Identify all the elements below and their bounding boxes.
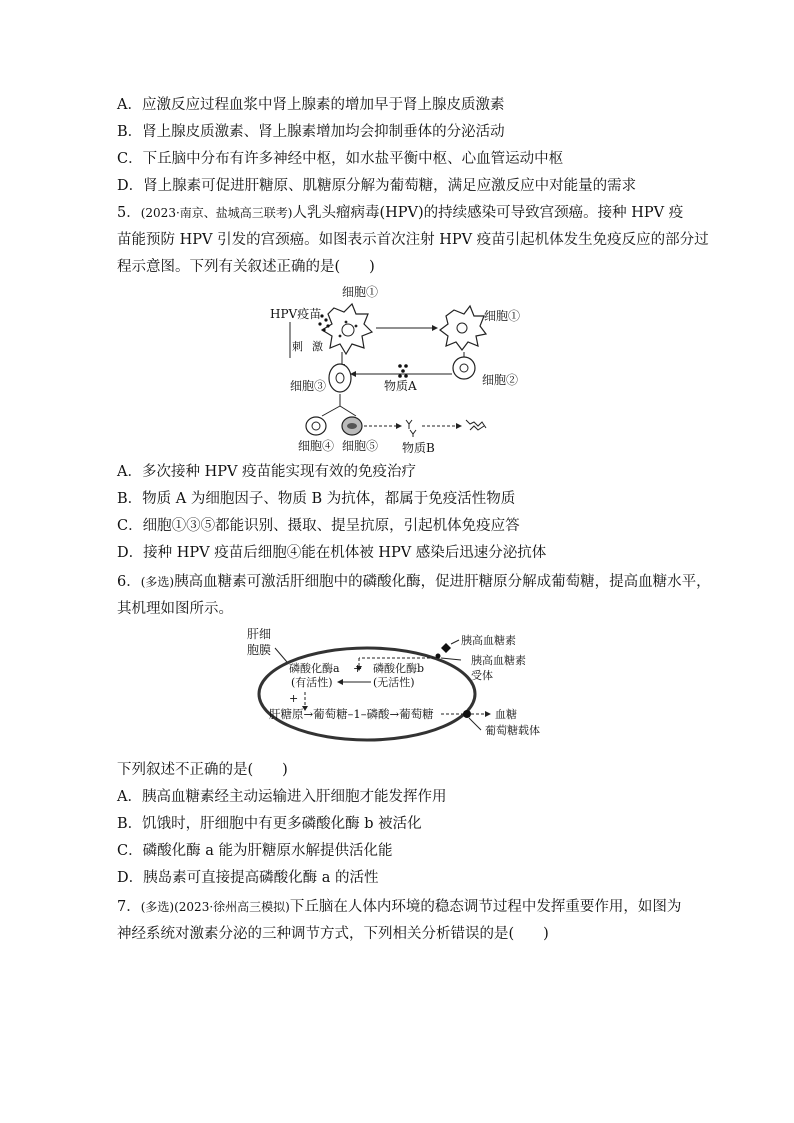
q5-substance-a-dots	[398, 364, 408, 378]
q4-option-d: D．肾上腺素可促进肝糖原、肌糖原分解为葡萄糖，满足应激反应中对能量的需求	[117, 178, 637, 194]
q5-number: 5．	[117, 205, 141, 221]
q7-stem-text-1: 下丘脑在人体内环境的稳态调节过程中发挥重要作用，如图为	[289, 899, 682, 915]
q5-dendritic-cell-left	[322, 304, 372, 354]
q7-tag: (多选)	[140, 900, 175, 914]
q5-label-hpv-vaccine: HPV疫苗	[270, 307, 322, 321]
q5-antigen-antibody-complex	[466, 420, 486, 430]
q5-antibody-icons	[406, 420, 416, 437]
q5-dendritic-cell-right	[440, 306, 486, 350]
q6-carrier-icon	[463, 710, 471, 718]
q6-glucagon-icon	[441, 643, 451, 653]
q6-label-plus-top: +	[353, 662, 363, 675]
q5-label-cell2: 细胞②	[482, 373, 519, 387]
q6-label-receptor-2: 受体	[471, 669, 493, 682]
q6-label-membrane-1: 肝细	[247, 627, 272, 641]
q5-label-cell1-right: 细胞①	[484, 309, 521, 323]
q5-label-cell5: 细胞⑤	[342, 439, 379, 453]
q5-label-cell3: 细胞③	[290, 379, 327, 393]
q5-option-a: A．多次接种 HPV 疫苗能实现有效的免疫治疗	[117, 464, 417, 480]
q5-label-stimulate-2: 激	[312, 340, 323, 353]
q6-question-line: 下列叙述不正确的是( )	[117, 762, 288, 778]
q4-option-c: C．下丘脑中分布有许多神经中枢，如水盐平衡中枢、心血管运动中枢	[117, 151, 564, 167]
q7-stem-line-2: 神经系统对激素分泌的三种调节方式，下列相关分析错误的是( )	[117, 926, 549, 942]
q6-label-pathway: 肝糖原→葡萄糖–1–磷酸→葡萄糖	[269, 707, 434, 721]
q6-label-blood-glucose: 血糖	[495, 708, 517, 721]
q5-immune-diagram	[260, 280, 550, 458]
q6-tag: (多选)	[140, 575, 175, 589]
q6-stem-text-1: 胰高血糖素可激活肝细胞中的磷酸化酶，促进肝糖原分解成葡萄糖，提高血糖水平，	[174, 574, 711, 590]
q6-number: 6．	[117, 574, 141, 590]
q5-helper-t-cell	[453, 352, 475, 379]
q6-label-enzyme-a: 磷酸化酶a	[289, 662, 340, 675]
q6-stem-line-1	[117, 572, 711, 592]
q6-label-enzyme-a-state: (有活性)	[291, 676, 333, 689]
q6-stem-line-2: 其机理如图所示。	[117, 601, 233, 617]
q7-source: (2023·徐州高三模拟)	[174, 900, 290, 914]
q5-label-substance-a: 物质A	[384, 379, 417, 393]
q6-receptor-icon	[436, 654, 441, 659]
q6-option-c: C．磷酸化酶 a 能为肝糖原水解提供活化能	[117, 843, 393, 859]
q7-number: 7．	[117, 899, 141, 915]
q5-option-d: D．接种 HPV 疫苗后细胞④能在机体被 HPV 感染后迅速分泌抗体	[117, 545, 547, 561]
q4-option-b: B．肾上腺皮质激素、肾上腺素增加均会抑制垂体的分泌活动	[117, 124, 505, 140]
q6-label-enzyme-b: 磷酸化酶b	[373, 662, 425, 675]
q5-stem-line-3: 程示意图。下列有关叙述正确的是( )	[117, 259, 375, 275]
q5-stem-line-1	[117, 203, 683, 223]
q5-option-c: C．细胞①③⑤都能识别、摄取、提呈抗原，引起机体免疫应答	[117, 518, 520, 534]
q5-option-b: B．物质 A 为细胞因子、物质 B 为抗体，都属于免疫活性物质	[117, 491, 516, 507]
q6-option-d: D．胰岛素可直接提高磷酸化酶 a 的活性	[117, 870, 379, 886]
q6-label-glucagon: 胰高血糖素	[461, 634, 516, 647]
q6-label-receptor-1: 胰高血糖素	[471, 654, 526, 667]
q5-stem-line-2: 苗能预防 HPV 引发的宫颈癌。如图表示首次注射 HPV 疫苗引起机体发生免疫反应的部分过	[117, 232, 709, 248]
q5-label-stimulate-1: 刺	[292, 340, 303, 353]
q4-option-a: A．应激反应过程血浆中肾上腺素的增加早于肾上腺皮质激素	[117, 97, 505, 113]
q6-label-plus-left: +	[289, 692, 299, 705]
q5-label-cell1-top: 细胞①	[342, 285, 379, 299]
q5-b-cell	[329, 364, 351, 392]
q5-memory-cell	[306, 417, 326, 435]
q6-option-b: B．饥饿时，肝细胞中有更多磷酸化酶 b 被活化	[117, 816, 422, 832]
q5-label-cell4: 细胞④	[298, 439, 335, 453]
q6-label-glucose-carrier: 葡萄糖载体	[485, 724, 540, 737]
q6-label-membrane-2: 胞膜	[247, 643, 272, 657]
q6-glucagon-diagram	[245, 622, 565, 752]
q5-label-substance-b: 物质B	[402, 441, 435, 455]
q5-stem-text-1: 人乳头瘤病毒(HPV)的持续感染可导致宫颈癌。接种 HPV 疫	[292, 205, 684, 221]
q7-stem-line-1	[117, 897, 681, 917]
q5-source: (2023·南京、盐城高三联考)	[140, 206, 293, 220]
q6-option-a: A．胰高血糖素经主动运输进入肝细胞才能发挥作用	[117, 789, 447, 805]
q6-label-enzyme-b-state: (无活性)	[373, 676, 415, 689]
q5-plasma-cell	[342, 417, 362, 435]
